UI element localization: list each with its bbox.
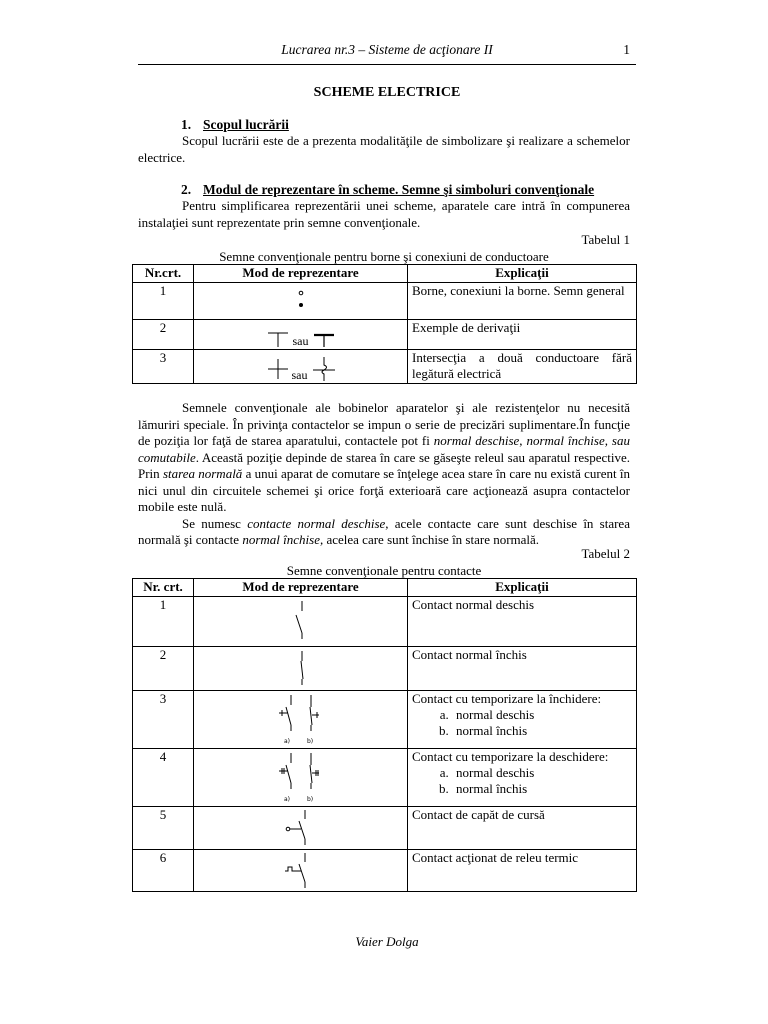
row-number: 5 — [133, 807, 194, 850]
thermal-relay-contact-symbol — [194, 850, 408, 892]
document-title: SCHEME ELECTRICE — [313, 85, 461, 100]
table-header-row — [133, 265, 637, 283]
section2-text: Pentru simplificarea reprezentării unei scheme, aparatele care intră în compunerea instalaţiei sunt reprezentate prin semne convenţionale. — [138, 198, 630, 230]
row-explanation: Contact de capăt de cursă — [408, 807, 637, 850]
row-explanation: Contact acţionat de releu termic — [408, 850, 637, 892]
contacts-explanation — [138, 400, 630, 549]
section1-text: Scopul lucrării este de a prezenta modalităţile de simbolizare şi realizare a schemelor electrice. — [138, 133, 630, 165]
row-explanation: Intersecţia a două conductoare fără legătură electrică — [408, 350, 637, 384]
variant-b-label: b) — [306, 796, 313, 803]
row-explanation: Contact cu temporizare la deschidere: a. normal deschis b. normal închis — [408, 749, 637, 807]
table1-caption: Semne convenţionale pentru borne şi conexiuni de conductoare — [219, 249, 549, 264]
page-header — [138, 42, 636, 65]
list-item: a. normal deschis — [452, 765, 632, 781]
table-row — [133, 283, 637, 320]
list-item: b. normal închis — [452, 723, 632, 739]
list-item: b. normal închis — [452, 781, 632, 797]
row-number: 4 — [133, 749, 194, 807]
variant-a-label: a) — [283, 738, 290, 745]
list-item: a. normal deschis — [452, 707, 632, 723]
column-header: Explicaţii — [408, 579, 637, 597]
table2-caption: Semne convenţionale pentru contacte — [286, 563, 482, 578]
row-explanation: Contact cu temporizare la închidere: a. normal deschis b. normal închis — [408, 691, 637, 749]
section2-heading: 2. Modul de reprezentare în scheme. Semne şi simboluri convenţionale — [181, 182, 595, 197]
paragraph-contact-types: Se numesc contacte normal deschise, acele contacte care sunt deschise în starea normală şi contacte normal închise, acelea care sunt închise în stare normală. — [138, 515, 630, 547]
row-number: 6 — [133, 850, 194, 892]
table2-label: Tabelul 2 — [581, 546, 630, 561]
limit-switch-symbol — [194, 807, 408, 850]
column-header: Nr. crt. — [133, 579, 194, 597]
table-row — [133, 749, 637, 807]
column-header: Explicaţii — [408, 265, 637, 283]
table1 — [132, 264, 637, 384]
header-title: Lucrarea nr.3 – Sisteme de acţionare II — [281, 42, 493, 57]
section1-heading: 1. Scopul lucrării — [181, 117, 289, 132]
row-number: 1 — [133, 597, 194, 647]
table-row — [133, 807, 637, 850]
table-row — [133, 320, 637, 350]
no-contact-symbol — [194, 597, 408, 647]
row-explanation: Contact normal deschis — [408, 597, 637, 647]
terminal-symbol — [194, 283, 408, 320]
table-row — [133, 597, 637, 647]
crossing-symbol: sau — [194, 350, 408, 384]
row-number: 3 — [133, 350, 194, 384]
table-row — [133, 691, 637, 749]
author-footer: Vaier Dolga — [355, 934, 419, 949]
row-number: 1 — [133, 283, 194, 320]
table-row — [133, 647, 637, 691]
delayed-closing-symbol — [194, 691, 408, 749]
derivation-symbol: sau — [194, 320, 408, 350]
row-explanation: Borne, conexiuni la borne. Semn general — [408, 283, 637, 320]
table-row — [133, 350, 637, 384]
delayed-opening-symbol — [194, 749, 408, 807]
column-header: Mod de reprezentare — [194, 265, 408, 283]
table-row — [133, 850, 637, 892]
page-number: 1 — [623, 42, 630, 57]
nc-contact-symbol — [194, 647, 408, 691]
variant-list — [412, 707, 632, 739]
row-number: 2 — [133, 320, 194, 350]
variant-a-label: a) — [283, 796, 290, 803]
variant-list — [412, 765, 632, 797]
paragraph-normal-state: Semnele convenţionale ale bobinelor aparatelor şi ale rezistenţelor nu necesită lămuriri speciale. În privinţa contactelor se impun o serie de precizări suplimentare.În funcţie de poziţia lor faţă de starea aparatului, contactele pot fi normal deschise, normal închise, sau comutabile. Această poziţie depinde de starea în care se găseşte releul sau aparatul respective. Prin starea normală a unui aparat de comutare se înţelege acea stare în care nu există curent în nici unul din circuitele schemei şi orice forţă exterioară care acţionează asupra contactelor mobile este nulă. — [138, 400, 631, 514]
row-explanation: Contact normal închis — [408, 647, 637, 691]
variant-b-label: b) — [306, 738, 313, 745]
table1-label: Tabelul 1 — [581, 232, 630, 247]
row-number: 2 — [133, 647, 194, 691]
row-explanation: Exemple de derivaţii — [408, 320, 637, 350]
column-header: Nr.crt. — [133, 265, 194, 283]
row-number: 3 — [133, 691, 194, 749]
column-header: Mod de reprezentare — [194, 579, 408, 597]
table-header-row — [133, 579, 637, 597]
table2 — [132, 578, 637, 892]
